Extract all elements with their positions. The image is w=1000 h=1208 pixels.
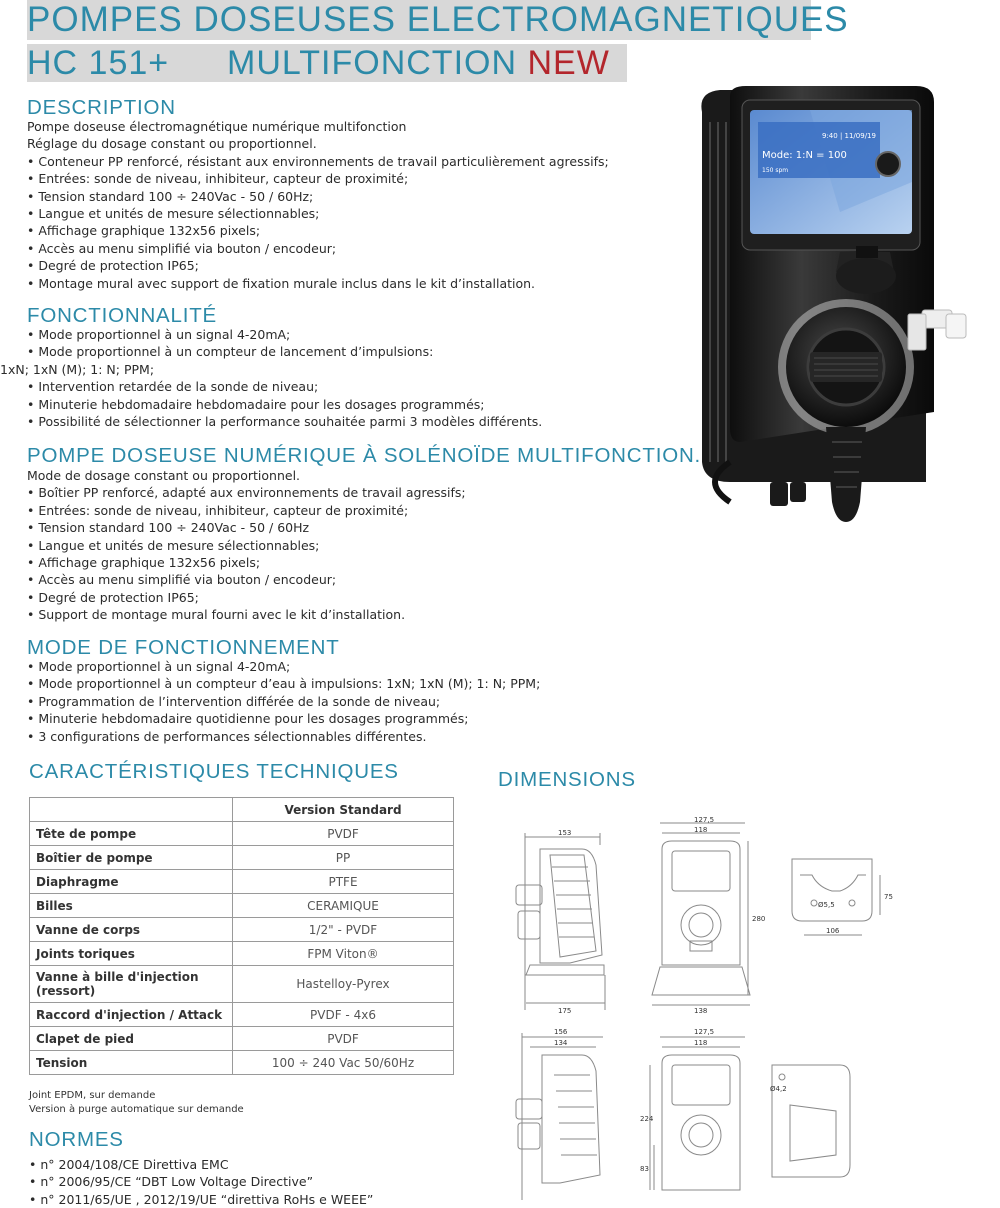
fonctionnalite-line: • Mode proportionnel à un compteur de lancement d’impulsions: — [27, 344, 434, 360]
dim-label: 118 — [694, 1039, 708, 1047]
normes-heading: NORMES — [29, 1128, 124, 1151]
note-purge: Version à purge automatique sur demande — [29, 1104, 244, 1115]
model-name: HC 151+ — [27, 44, 170, 82]
pompe-numerique-line: • Entrées: sonde de niveau, inhibiteur, capteur de proximité; — [27, 502, 409, 518]
description-line: • Accès au menu simplifié via bouton / encodeur; — [27, 240, 337, 256]
row-label: Clapet de pied — [30, 1027, 233, 1051]
dim-label: 156 — [554, 1028, 568, 1036]
fonctionnalite-list — [0, 326, 543, 430]
dim-label: 83 — [640, 1165, 649, 1173]
fonctionnalite-line: • Minuterie hebdomadaire hebdomadaire pour les dosages programmés; — [27, 396, 485, 412]
description-line: • Montage mural avec support de fixation murale inclus dans le kit d’installation. — [27, 275, 536, 291]
fonctionnalite-line: • Intervention retardée de la sonde de niveau; — [27, 379, 319, 395]
mode-fonctionnement-line: • Mode proportionnel à un signal 4-20mA; — [27, 659, 291, 674]
normes-line: • n° 2004/108/CE Direttiva EMC — [29, 1157, 229, 1172]
mode-fonctionnement-line: • Programmation de l’intervention différée de la sonde de niveau; — [27, 693, 441, 709]
description-line: Pompe doseuse électromagnétique numérique multifonction — [27, 119, 407, 134]
pompe-numerique-line: • Tension standard 100 ÷ 240Vac - 50 / 60Hz — [27, 520, 310, 536]
mode-fonctionnement-list — [27, 658, 540, 745]
pompe-numerique-line: • Degré de protection IP65; — [27, 589, 199, 605]
normes-list — [29, 1156, 373, 1208]
fonctionnalite-heading: FONCTIONNALITÉ — [27, 304, 218, 327]
table-row — [30, 942, 454, 966]
title-banner-line2 — [27, 44, 627, 82]
pompe-numerique-line: • Support de montage mural fourni avec le kit d’installation. — [27, 607, 406, 623]
table-row — [30, 1003, 454, 1027]
dim-label: 175 — [558, 1007, 572, 1015]
row-label: Diaphragme — [30, 870, 233, 894]
row-label: Billes — [30, 894, 233, 918]
dim-label: 224 — [640, 1115, 654, 1123]
table-row — [30, 1027, 454, 1051]
mode-fonctionnement-line: • Minuterie hebdomadaire quotidienne pour les dosages programmés; — [27, 711, 469, 727]
dim-label: 75 — [884, 893, 893, 901]
pompe-numerique-line: • Accès au menu simplifié via bouton / encodeur; — [27, 572, 337, 588]
title-banner-line1 — [27, 0, 849, 40]
mode-fonctionnement-line: • 3 configurations de performances sélectionnables différentes. — [27, 728, 427, 744]
row-value: FPM Viton® — [233, 942, 454, 966]
dimensions-heading: DIMENSIONS — [498, 768, 636, 791]
row-label: Joints toriques — [30, 942, 233, 966]
table-row — [30, 846, 454, 870]
dim-label: Ø4,2 — [770, 1085, 787, 1093]
title-line2: MULTIFONCTION — [227, 44, 518, 82]
dim-label: 118 — [694, 826, 708, 834]
row-label: Tension — [30, 1051, 233, 1075]
normes-line: • n° 2006/95/CE “DBT Low Voltage Directive” — [29, 1174, 314, 1190]
table-row — [30, 870, 454, 894]
pompe-numerique-list — [27, 467, 466, 624]
pompe-numerique-heading: POMPE DOSEUSE NUMÉRIQUE À SOLÉNOÏDE MULTIFONCTION. — [27, 444, 702, 467]
table-row — [30, 918, 454, 942]
row-value: 100 ÷ 240 Vac 50/60Hz — [233, 1051, 454, 1075]
row-label: Raccord d'injection / Attack — [30, 1003, 233, 1027]
table-corner-cell — [30, 798, 233, 822]
pump-product-image — [690, 82, 980, 542]
title-line1: POMPES DOSEUSES ELECTROMAGNETIQUES — [27, 0, 849, 39]
table-row — [30, 1051, 454, 1075]
row-value: CERAMIQUE — [233, 894, 454, 918]
row-value: Hastelloy-Pyrex — [233, 966, 454, 1003]
dim-label: 280 — [752, 915, 766, 923]
table-row — [30, 822, 454, 846]
table-header-row — [30, 798, 454, 822]
pompe-numerique-line: Mode de dosage constant ou proportionnel. — [27, 468, 301, 483]
dimension-drawings — [500, 815, 980, 1200]
dim-label: 106 — [826, 927, 840, 935]
row-value: PVDF — [233, 1027, 454, 1051]
mode-fonctionnement-heading: MODE DE FONCTIONNEMENT — [27, 636, 340, 659]
description-line: • Langue et unités de mesure sélectionnables; — [27, 206, 320, 222]
pompe-numerique-line: • Affichage graphique 132x56 pixels; — [27, 555, 261, 571]
fonctionnalite-line: • Mode proportionnel à un signal 4-20mA; — [27, 327, 291, 342]
display-mode: Mode: 1:N = 100 — [762, 150, 847, 161]
table-row — [30, 894, 454, 918]
description-heading: DESCRIPTION — [27, 96, 176, 119]
dim-label: 138 — [694, 1007, 708, 1015]
encoder-knob-icon — [876, 152, 900, 176]
description-list — [27, 118, 609, 292]
row-label: Tête de pompe — [30, 822, 233, 846]
display-spm: 150 spm — [762, 167, 789, 174]
dim-label: 153 — [558, 829, 572, 837]
dim-label: Ø5,5 — [818, 901, 835, 909]
caracteristiques-heading: CARACTÉRISTIQUES TECHNIQUES — [29, 760, 399, 783]
dim-label: 127,5 — [694, 1028, 715, 1036]
fonctionnalite-line: • Possibilité de sélectionner la performance souhaitée parmi 3 modèles différents. — [27, 414, 543, 430]
new-badge: NEW — [527, 44, 610, 82]
row-value: PP — [233, 846, 454, 870]
row-value: PVDF - 4x6 — [233, 1003, 454, 1027]
description-line: • Affichage graphique 132x56 pixels; — [27, 223, 261, 239]
row-value: 1/2" - PVDF — [233, 918, 454, 942]
display-time: 9:40 | 11/09/19 — [822, 132, 876, 140]
normes-line: • n° 2011/65/UE , 2012/19/UE “direttiva RoHs e WEEE” — [29, 1191, 374, 1207]
description-line: • Tension standard 100 ÷ 240Vac - 50 / 60Hz; — [27, 188, 314, 204]
fonctionnalite-line: 1xN; 1xN (M); 1: N; PPM; — [0, 361, 155, 377]
pompe-numerique-line: • Boîtier PP renforcé, adapté aux environnements de travail agressifs; — [27, 485, 466, 501]
description-line: • Entrées: sonde de niveau, inhibiteur, capteur de proximité; — [27, 171, 409, 187]
dim-label: 134 — [554, 1039, 568, 1047]
mode-fonctionnement-line: • Mode proportionnel à un compteur d’eau à impulsions: 1xN; 1xN (M); 1: N; PPM; — [27, 676, 541, 692]
spec-table — [29, 797, 454, 1075]
description-line: • Degré de protection IP65; — [27, 258, 199, 274]
pompe-numerique-line: • Langue et unités de mesure sélectionnables; — [27, 537, 320, 553]
row-value: PVDF — [233, 822, 454, 846]
column-header: Version Standard — [233, 798, 454, 822]
note-epdm: Joint EPDM, sur demande — [29, 1090, 156, 1101]
row-value: PTFE — [233, 870, 454, 894]
row-label: Vanne à bille d'injection (ressort) — [30, 966, 233, 1003]
dim-label: 127,5 — [694, 816, 715, 824]
description-line: • Conteneur PP renforcé, résistant aux environnements de travail particulièrement agressifs; — [27, 153, 609, 169]
description-line: Réglage du dosage constant ou proportionnel. — [27, 136, 317, 152]
table-row — [30, 966, 454, 1003]
row-label: Vanne de corps — [30, 918, 233, 942]
row-label: Boîtier de pompe — [30, 846, 233, 870]
